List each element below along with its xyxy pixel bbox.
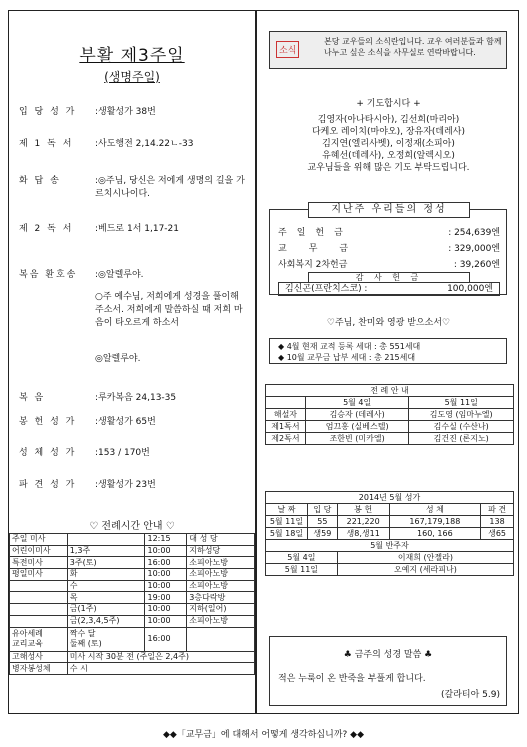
cell: 10:00 (145, 569, 187, 581)
prayer-line: 교우님들을 위해 많은 기도 부탁드립니다. (307, 163, 470, 173)
table-row (10, 580, 255, 592)
cell: 주일 미사 (10, 534, 68, 546)
cell (67, 534, 145, 546)
cell: 지하성당 (187, 545, 255, 557)
verse-title: ♣ 금주의 성경 말씀 ♣ (343, 650, 433, 660)
cell: 생59 (307, 528, 337, 540)
offering-label: 교무금 (278, 244, 371, 254)
cell: 10:00 (145, 604, 187, 616)
cell: 5월 4일 (305, 397, 409, 409)
cell: 봉 헌 (337, 504, 389, 516)
cell: 날 짜 (266, 504, 308, 516)
cell (266, 397, 306, 409)
liturgy-row (19, 447, 249, 460)
cell: 160, 166 (389, 528, 481, 540)
cell: 파 견 (481, 504, 514, 516)
table-row (266, 564, 514, 576)
liturgy-row (19, 479, 249, 492)
table-title: 5월 반주자 (266, 540, 514, 552)
worship-table (9, 533, 255, 675)
stats-line: ◆ 10월 교무금 납부 세대 : 총 215세대 (278, 353, 416, 362)
liturgy-row (19, 291, 249, 330)
cell: 제1독서 (266, 421, 306, 433)
footer-text: ◆◆「교무금」에 대해서 어떻게 생각하십니까? ◆◆ (162, 730, 364, 740)
cell: 유아세례 교리교육 (10, 627, 68, 651)
blessing-text: ♡주님, 찬미와 영광 받으소서♡ (326, 318, 451, 328)
table-title: 전 례 안 내 (266, 385, 514, 397)
cell: 대 성 당 (187, 534, 255, 546)
cell: 수 시 (67, 663, 254, 675)
cell (10, 580, 68, 592)
table-row (10, 663, 255, 675)
liturgy-row (19, 138, 249, 151)
offering-row (278, 241, 500, 254)
table-row (10, 534, 255, 546)
liturgy-row (19, 269, 249, 282)
prayer-line: 김지연(엘리사벳), 이정재(소피아) (322, 139, 455, 149)
table-row (10, 592, 255, 604)
liturgy-value: :생활성가 38번 (95, 107, 156, 117)
cell: 오예지 (세라피나) (337, 564, 513, 576)
table-row (266, 504, 514, 516)
offering-value: : 39,260엔 (453, 260, 500, 270)
cell: 19:00 (145, 592, 187, 604)
verse-text: 적은 누룩이 온 반죽을 부풀게 합니다. (278, 674, 426, 684)
cell: 생8,생11 (337, 528, 389, 540)
liturgy-row (19, 353, 249, 366)
cell: 3층다락방 (187, 592, 255, 604)
cell: 제2독서 (266, 433, 306, 445)
cell: 엄끄홍 (실베스텔) (305, 421, 409, 433)
thanks-value: 100,000엔 (447, 284, 493, 294)
offering-label: 주일헌금 (278, 228, 353, 238)
liturgy-value: :베드로 1서 1,17-21 (95, 224, 179, 234)
liturgy-value: :루카복음 24,13-35 (95, 393, 177, 403)
cell: 16:00 (145, 627, 187, 651)
table-row (266, 516, 514, 528)
table-row (10, 557, 255, 569)
table-row (10, 615, 255, 627)
sacraments-table (265, 491, 514, 576)
offering-title: 지난주 우리들의 정성 (308, 202, 470, 218)
verse-box (269, 636, 507, 706)
cell: 미사 시작 30분 전 (주일은 2,4주) (67, 651, 254, 663)
liturgy-label (19, 353, 95, 366)
right-column (257, 11, 520, 713)
cell: 김승자 (데레사) (305, 409, 409, 421)
liturgy-label: 제 1 독 서 (19, 139, 74, 149)
cell: 수 (67, 580, 145, 592)
notice-box (269, 31, 507, 69)
liturgy-row (19, 106, 249, 119)
table-row (266, 552, 514, 564)
offering-row (278, 225, 500, 238)
table-row (10, 545, 255, 557)
cell: 화 (67, 569, 145, 581)
table-row (266, 492, 514, 504)
cell: 5월 18일 (266, 528, 308, 540)
table-row (10, 651, 255, 663)
cell: 3주(토) (67, 557, 145, 569)
liturgy-row (19, 175, 249, 201)
cell: 입 당 (307, 504, 337, 516)
liturgy-value: :생활성가 65번 (95, 417, 156, 427)
liturgy-label (19, 291, 95, 330)
liturgy-value: ○주 예수님, 저희에게 성경을 풀이해 주소서. 저희에게 말씀하실 때 저희 마음이 타오르게 하소서 (95, 292, 243, 328)
cell: 10:00 (145, 615, 187, 627)
liturgy-label: 입 당 성 가 (19, 107, 77, 117)
table-row (266, 385, 514, 397)
cell: 이재희 (안젤라) (337, 552, 513, 564)
offering-box (269, 204, 507, 295)
cell: 5월 11일 (266, 564, 338, 576)
table-row (10, 604, 255, 616)
cell: 김도영 (임마누엘) (409, 409, 514, 421)
cell: 소피아노방 (187, 557, 255, 569)
liturgy-row (19, 416, 249, 429)
liturgy-label: 봉 헌 성 가 (19, 417, 77, 427)
liturgy-label: 화 답 송 (19, 176, 61, 186)
liturgy-value: :◎알렐루야. (95, 270, 144, 280)
cell: 고해성사 (10, 651, 68, 663)
cell: 소피아노방 (187, 569, 255, 581)
cell: 소피아노방 (187, 615, 255, 627)
offering-row (278, 257, 500, 270)
liturgy-label: 복 음 (19, 393, 46, 403)
page-title: 부활 제3주일 (79, 46, 185, 66)
thanks-row (278, 282, 500, 296)
cell (187, 627, 255, 651)
stats-line: ◆ 4월 현재 교적 등록 세대 : 총 551세대 (278, 342, 421, 351)
prayer-line: 김영자(아나타시아), 김선희(마리아) (317, 115, 460, 125)
liturgy-label: 제 2 독 서 (19, 224, 74, 234)
news-logo-icon: 소식 (276, 41, 299, 58)
prayer-line: 유혜선(데레사), 오정희(알렉시오) (322, 151, 455, 161)
stats-box (269, 338, 507, 364)
cell (10, 604, 68, 616)
liturgy-label: 파 견 성 가 (19, 480, 77, 490)
cell: 생65 (481, 528, 514, 540)
cell: 5월 4일 (266, 552, 338, 564)
cell: 5월 11일 (409, 397, 514, 409)
cell: 167,179,188 (389, 516, 481, 528)
table-row (266, 397, 514, 409)
cell: 김수실 (수산나) (409, 421, 514, 433)
liturgy-row (19, 223, 249, 236)
cell: 금(1주) (67, 604, 145, 616)
liturgy-label: 복음 환호송 (19, 270, 78, 280)
cell (10, 592, 68, 604)
cell: 성 체 (389, 504, 481, 516)
liturgy-value: :153 / 170번 (95, 448, 150, 458)
cell: 221,220 (337, 516, 389, 528)
table-title: 2014년 5월 성가 (266, 492, 514, 504)
cell: 조한빈 (미카엘) (305, 433, 409, 445)
left-column (9, 11, 255, 713)
worship-title: ♡ 전례시간 안내 ♡ (89, 521, 175, 532)
cell: 평일미사 (10, 569, 68, 581)
liturgy-value: :생활성가 23번 (95, 480, 156, 490)
offering-value: : 329,000엔 (448, 244, 500, 254)
page-subtitle: (생명주일) (104, 70, 160, 84)
bulletin-frame (8, 10, 519, 714)
cell: 김건진 (론지노) (409, 433, 514, 445)
cell: 1,3주 (67, 545, 145, 557)
cell: 12:15 (145, 534, 187, 546)
cell: 병자봉성체 (10, 663, 68, 675)
liturgy-value: :◎주님, 당신은 저에게 생명의 길을 가르치시나이다. (95, 176, 245, 199)
table-row (266, 433, 514, 445)
table-row (266, 540, 514, 552)
thanks-title: 감 사 헌 금 (308, 272, 470, 283)
prayer-line: 다케오 레이치(마야오), 장유자(데레사) (311, 127, 466, 137)
cell: 138 (481, 516, 514, 528)
cell: 55 (307, 516, 337, 528)
cell: 지하(일어) (187, 604, 255, 616)
table-row (266, 528, 514, 540)
liturgy-value: ◎알렐루야. (95, 354, 141, 364)
verse-source: (갈라티아 5.9) (441, 690, 500, 700)
notice-text: 본당 교우들의 소식란입니다. 교우 여러분들과 함께 나누고 싶은 소식을 사무실로 연락바랍니다. (324, 37, 502, 57)
cell: 소피아노방 (187, 580, 255, 592)
offering-value: : 254,639엔 (448, 228, 500, 238)
cell: 목 (67, 592, 145, 604)
table-row (10, 569, 255, 581)
cell: 5월 11일 (266, 516, 308, 528)
table-row (266, 421, 514, 433)
table-row (10, 627, 255, 651)
cell: 어린이미사 (10, 545, 68, 557)
cell (10, 615, 68, 627)
cell: 짝수 달 둘째 (토) (67, 627, 145, 651)
offering-label: 사회복지 2차헌금 (278, 260, 348, 270)
cell: 10:00 (145, 545, 187, 557)
liturgy-label: 성 체 성 가 (19, 448, 77, 458)
prayer-title: + 기도합시다 + (356, 99, 421, 109)
liturgy-value: :사도행전 2,14.22ㄴ-33 (95, 139, 194, 149)
liturgy-guide-table (265, 384, 514, 445)
table-row (266, 409, 514, 421)
cell: 16:00 (145, 557, 187, 569)
liturgy-row (19, 392, 249, 405)
cell: 특전미사 (10, 557, 68, 569)
cell: 해설자 (266, 409, 306, 421)
cell: 금(2,3,4,5주) (67, 615, 145, 627)
thanks-name: 김신곤(프란치스코) : (285, 284, 368, 294)
cell: 10:00 (145, 580, 187, 592)
